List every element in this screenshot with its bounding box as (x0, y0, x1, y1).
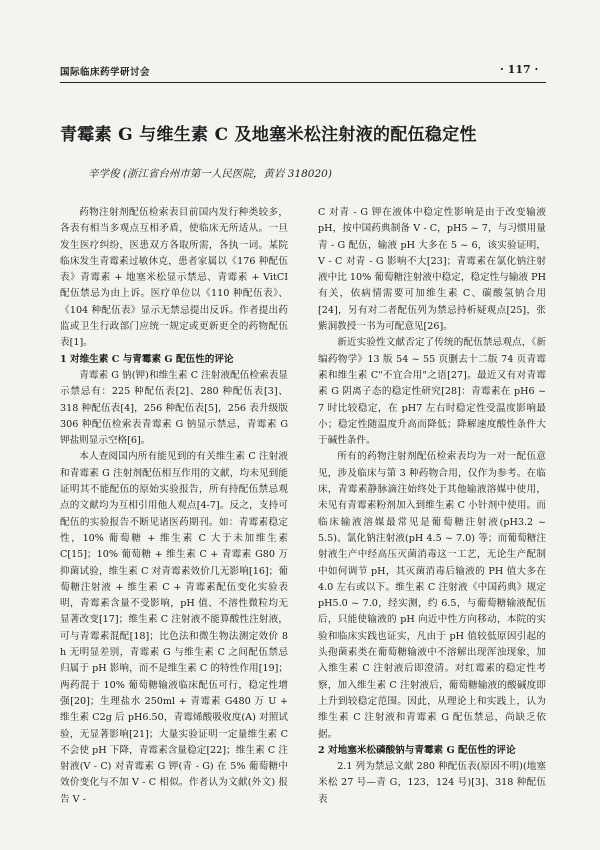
right-column (318, 205, 546, 808)
section-2-heading: 2 对地塞米松磷酸钠与青霉素 G 配伍性的评论 (318, 744, 516, 756)
article-byline: 辛学俊 (浙江省台州市第一人民医院，黄岩 318020) (88, 168, 332, 180)
section-1-paragraph-2: 本人查阅国内所有能见到的有关维生素 C 注射液和青霉素 G 注射剂配伍相互作用的文献，均未见到能证明其不能配伍的原始实验报告，所有持配伍禁忌观点的文献均为互相引用他人观点[4-7]。反之，支持可配伍的实验报告不断见诸医药期刊。如：青霉素稳定性，10% 葡萄糖 + 维生素 C 大于未加维生素 C[15]；10% 葡萄糖 + 维生素 C + 青霉素 G80 万抑菌试验，维生素 C 对青霉素效价几无影响[16]；葡萄糖注射液 + 维生素 C + 青霉素配伍变化实验表明，青霉素含量不受影响，pH 值、不溶性微粒均无显著改变[17]；维生素 C 注射液不能算酸性注射液，可与青霉素混配[18]；比色法和微生物法测定效价 8 h 无明显差别，青霉素 G 与维生素 C 之间配伍禁忌归属于 pH 影响，而不是维生素 C 的特性作用[19]；两药混于 10% 葡萄糖输液临床配伍可行，稳定性增强[20]；生理盐水 250ml + 青霉素 G480 万 U + 维生素 C2g 后 pH6.50，青霉烯酸吸收度(A) 对照试验，无显著影响[21]；大量实验证明一定量维生素 C 不会使 pH 下降，青霉素含量稳定[22]；维生素 C 注射液(V - C) 对青霉素 G 钾(青 - G) 在 5% 葡萄糖中效价变化与不加 V - C 相似。作者认为文献(外文) 报告 V - (60, 451, 288, 805)
header-rule (60, 82, 546, 83)
right-paragraph-1: C 对青 - G 钾在液体中稳定性影响是由于改变输液 pH，按中国药典制备 V - C，pH5 ~ 7，与习惯用量青 - G 配伍，输液 pH 大多在 5 ~ 6，该实验证明，V - C 对青 - G 影响不大[23]；青霉素在氯化钠注射液中比 10% 葡萄糖注射液中稳定，稳定性与输液 PH 有关，依病情需要可加维生素 C、碳酸氢钠合用[24]，另有对二者配伍列为禁忌持析疑观点[25]，张紫洞教授一书为可配意见[26]。 (318, 207, 546, 333)
right-paragraph-3: 所有的药物注射剂配伍检索表均为一对一配伍意见，涉及临床与第 3 种药物合用，仅作为参考。在临床，青霉素静脉滴注始终处于其他输液溶媒中使用，未见有青霉素粉剂加入到维生素 C 小针剂中使用。而临床输液溶媒最常见是葡萄糖注射液(pH3.2 ~ 5.5)、氯化钠注射液(pH 4.5 ~ 7.0) 等；而葡萄糖注射液生产中经高压灭菌消毒这一工艺，无论生产配制中如何调节 pH，其灭菌消毒后输液的 PH 值大多在 4.0 左右或以下。维生素 C 注射液《中国药典》规定 pH5.0 ~ 7.0，经实测，约 6.5，与葡萄糖输液配伍后，只能使输液的 pH 向近中性方向移动，本院的实验和临床实践也证实，凡由于 pH 值较低原因引起的头孢菌素类在葡萄糖输液中不溶解出现浑浊现象，加入维生素 C 注射液后即澄清。对红霉素的稳定性考察，加入维生素 C 注射液后，葡萄糖输液的酸碱度即上升到较稳定范围。因此，从理论上和实践上，认为维生素 C 注射液和青霉素 G 配伍禁忌，尚缺乏依据。 (318, 451, 546, 740)
section-1-heading: 1 对维生素 C 与青霉素 G 配伍性的评论 (60, 353, 234, 365)
journal-name: 国际临床药学研讨会 (60, 67, 151, 78)
article-title: 青霉素 G 与维生素 C 及地塞米松注射液的配伍稳定性 (60, 125, 477, 145)
left-column (60, 205, 288, 808)
intro-paragraph: 药物注射剂配伍检索表目前国内发行种类较多，各表有相当多观点互相矛盾，使临床无所适从。一旦发生医疗纠纷，医患双方各取所需，各执一词。某院临床发生青霉素过敏休克，患者家属以《176 种配伍表》青霉素 + 地塞米松显示禁忌、青霉素 + VitCI 配伍禁忌为由上诉。医疗单位以《110 种配伍表》、《104 种配伍表》显示无禁忌提出反诉。作者提出药监或卫生行政部门应统一规定或更新更全的药物配伍表[1]。 (60, 207, 288, 349)
right-paragraph-2: 新近实验性文献否定了传统的配伍禁忌观点，《新编药物学》13 版 54 ~ 55 页删去十二版 74 页青霉素和维生素 C"不宜合用"之语[27]。最近又有对青霉素 G 阴离子态的稳定性研究[28]：青霉素在 pH6 ~ 7 时比较稳定，在 pH7 左右时稳定性受温度影响最小；稳定性随温度升高而降低；降解速度酸性条件大于碱性条件。 (318, 337, 546, 447)
page-number: · 117 · (500, 63, 539, 76)
section-2-paragraph-1: 2.1 列为禁忌文献 280 种配伍表(原因不明)(地塞米松 27 号—青 G，123，124 号)[3]、318 种配伍表 (318, 761, 546, 805)
section-1-paragraph-1: 青霉素 G 钠(钾)和维生素 C 注射液配伍检索表显示禁忌有：225 种配伍表[2]、280 种配伍表[3]、318 种配伍表[4]，256 种配伍表[5]，256 表升级版 306 种配伍检索表青霉素 G 钠显示禁忌，青霉素 G 钾盐则显示空格[6]。 (60, 369, 288, 447)
